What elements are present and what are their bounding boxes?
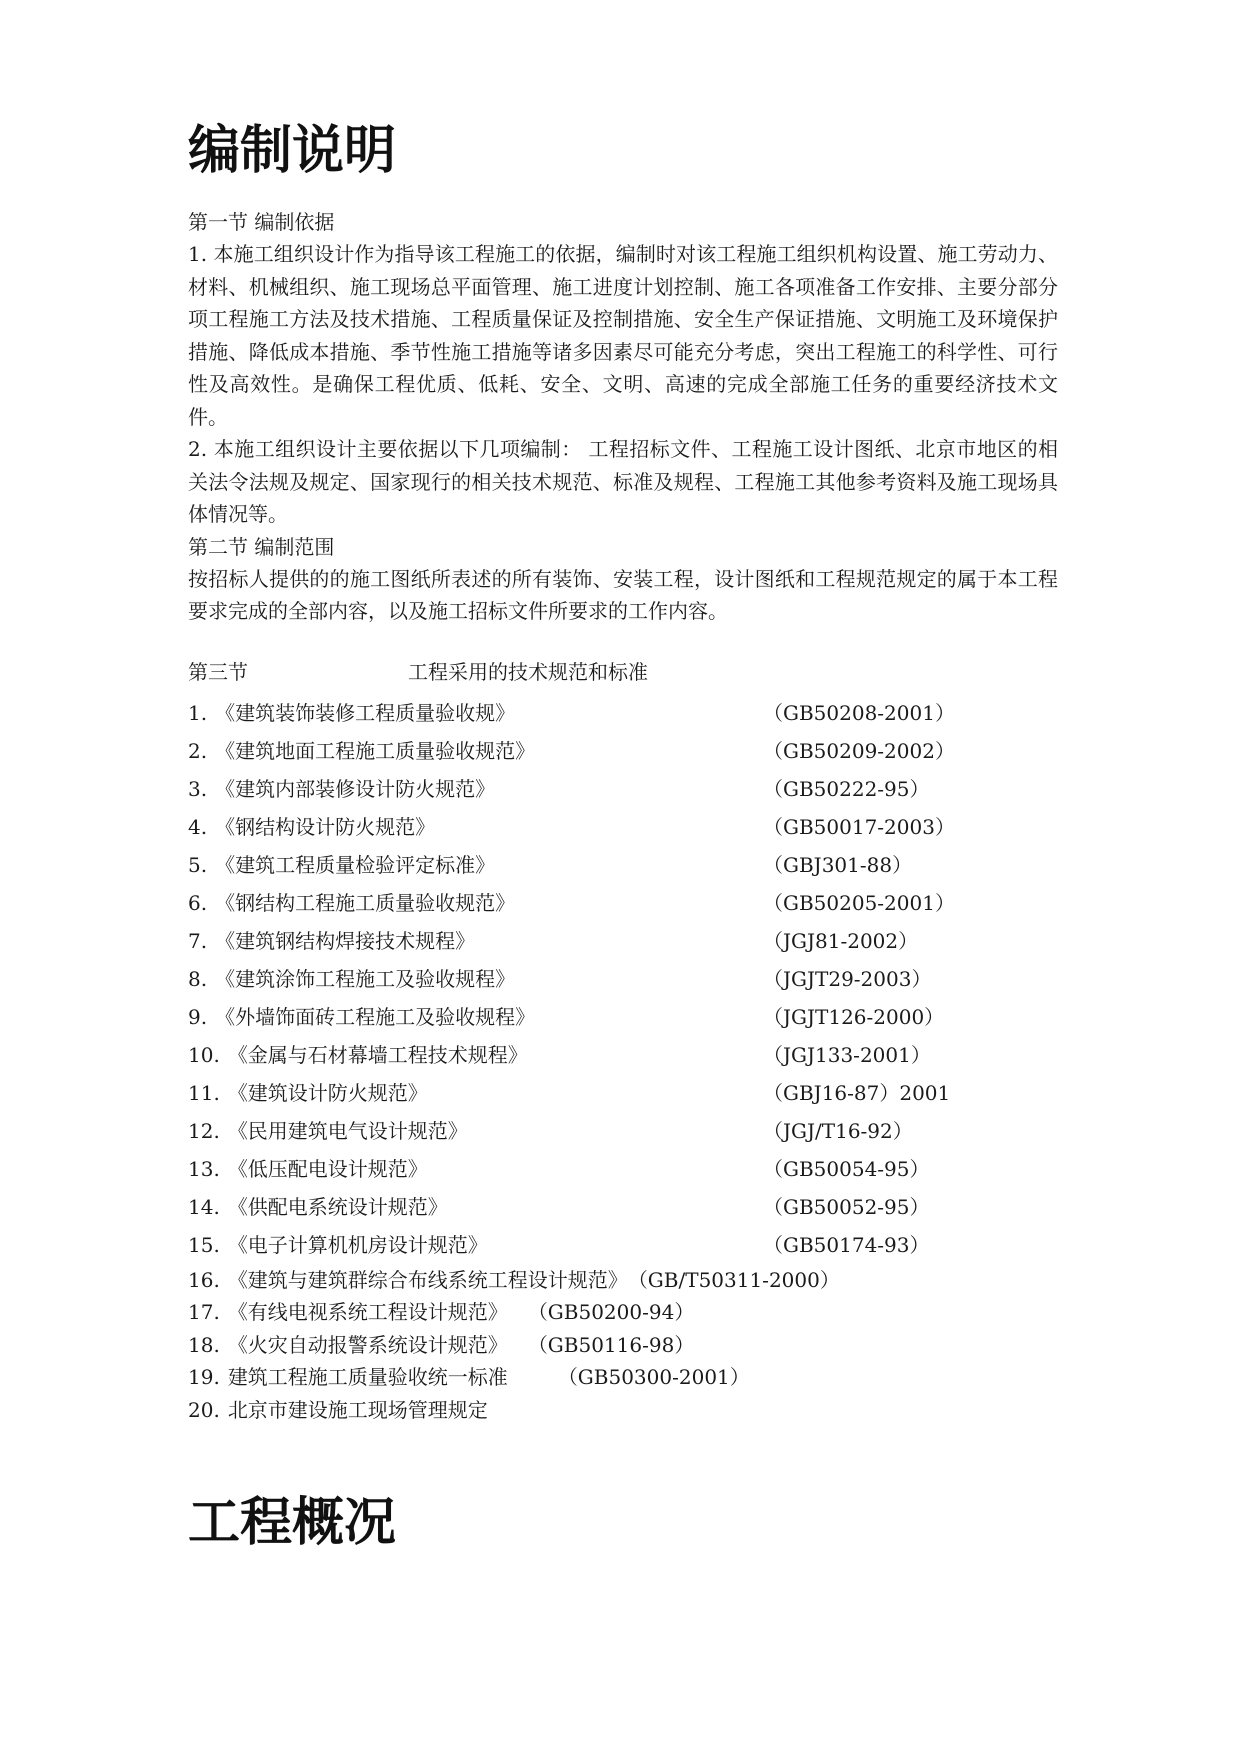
standard-number: 20. — [188, 1397, 220, 1422]
section3-title — [188, 656, 1058, 688]
standard-number: 3. — [188, 776, 208, 801]
standard-title: 《金属与石材幕墙工程技术规程》 — [227, 1042, 528, 1067]
standard-title: 《建筑内部装修设计防火规范》 — [215, 776, 496, 801]
standard-number: 15. — [188, 1232, 220, 1257]
standard-title: 《建筑与建筑群综合布线系统工程设计规范》 — [227, 1267, 628, 1292]
standard-code: （GB50017-2003） — [763, 814, 955, 839]
standard-code: （GB50054-95） — [763, 1156, 930, 1181]
standard-item — [188, 1361, 1058, 1394]
standard-number: 4. — [188, 814, 208, 839]
standard-item — [188, 1112, 1058, 1150]
standard-title: 《火灾自动报警系统设计规范》 — [227, 1332, 508, 1357]
standard-title: 北京市建设施工现场管理规定 — [227, 1397, 488, 1422]
standard-code: （GB/T50311-2000） — [627, 1267, 840, 1292]
section1-title: 第一节 编制依据 — [188, 210, 335, 235]
standard-item — [188, 770, 1058, 808]
standard-title: 《供配电系统设计规范》 — [227, 1194, 448, 1219]
standard-title: 《民用建筑电气设计规范》 — [227, 1118, 468, 1143]
heading-compilation-notes: 编制说明 — [188, 121, 397, 181]
standard-title: 《建筑工程质量检验评定标准》 — [215, 852, 496, 877]
standard-item — [188, 846, 1058, 884]
standard-number: 18. — [188, 1332, 220, 1357]
standard-number: 16. — [188, 1267, 220, 1292]
standard-item — [188, 1188, 1058, 1226]
standard-item — [188, 1036, 1058, 1074]
standard-code: （JGJT126-2000） — [763, 1004, 945, 1029]
section2-paragraph: 按招标人提供的的施工图纸所表述的所有装饰、安装工程，设计图纸和工程规范规定的属于本工程要求完成的全部内容，以及施工招标文件所要求的工作内容。 — [188, 566, 1058, 624]
standards-list — [188, 694, 1058, 1427]
standard-title: 《建筑钢结构焊接技术规程》 — [215, 928, 476, 953]
standard-number: 14. — [188, 1194, 220, 1219]
standard-code: （GBJ301-88） — [763, 852, 913, 877]
standard-title: 建筑工程施工质量验收统一标准 — [227, 1365, 508, 1390]
standard-code: （JGJ133-2001） — [763, 1042, 931, 1067]
standard-number: 1. — [188, 700, 208, 725]
standard-number: 13. — [188, 1156, 220, 1181]
standard-code: （GB50222-95） — [763, 776, 930, 801]
standard-title: 《建筑装饰装修工程质量验收规》 — [215, 700, 516, 725]
section1-paragraph-2: 2. 本施工组织设计主要依据以下几项编制： 工程招标文件、工程施工设计图纸、北京市地区的相关法令法规及规定、国家现行的相关技术规范、标准及规程、工程施工其他参考资料及施工现场具体情况等。 — [188, 437, 1058, 527]
section3-number: 第三节 — [188, 659, 248, 684]
standard-code: （JGJ81-2002） — [763, 928, 919, 953]
standard-number: 7. — [188, 928, 208, 953]
standard-item — [188, 960, 1058, 998]
standard-item — [188, 998, 1058, 1036]
standard-number: 17. — [188, 1300, 220, 1325]
standard-item — [188, 884, 1058, 922]
standard-item — [188, 1296, 1058, 1329]
standard-code: （GB50300-2001） — [557, 1365, 750, 1390]
standard-code: （GB50205-2001） — [763, 890, 955, 915]
standard-title: 《钢结构设计防火规范》 — [215, 814, 436, 839]
heading-project-overview: 工程概况 — [188, 1493, 397, 1554]
standard-number: 19. — [188, 1365, 220, 1390]
section3-title-text: 工程采用的技术规范和标准 — [408, 659, 648, 684]
section2-title: 第二节 编制范围 — [188, 534, 335, 559]
standard-code: （GB50209-2002） — [763, 738, 955, 763]
standard-code: （GB50052-95） — [763, 1194, 930, 1219]
standard-number: 6. — [188, 890, 208, 915]
standard-item — [188, 1074, 1058, 1112]
standard-number: 8. — [188, 966, 208, 991]
standard-number: 12. — [188, 1118, 220, 1143]
standard-code: （GB50174-93） — [763, 1232, 930, 1257]
standard-item — [188, 694, 1058, 732]
heading2-wrapper — [188, 1492, 1058, 1554]
standard-item — [188, 808, 1058, 846]
standard-code: （JGJ/T16-92） — [763, 1118, 913, 1143]
standard-code: （GB50200-94） — [527, 1300, 695, 1325]
standard-number: 11. — [188, 1080, 220, 1105]
standard-item — [188, 1329, 1058, 1362]
standard-title: 《低压配电设计规范》 — [227, 1156, 428, 1181]
standard-item — [188, 1394, 1058, 1427]
standard-item — [188, 922, 1058, 960]
standard-number: 5. — [188, 852, 208, 877]
standard-item — [188, 732, 1058, 770]
standard-title: 《外墙饰面砖工程施工及验收规程》 — [215, 1004, 536, 1029]
standard-title: 《建筑地面工程施工质量验收规范》 — [215, 738, 536, 763]
standard-item — [188, 1264, 1058, 1297]
standard-item — [188, 1150, 1058, 1188]
document-content — [188, 120, 1058, 1555]
standard-code: （JGJT29-2003） — [763, 966, 932, 991]
standard-title: 《钢结构工程施工质量验收规范》 — [215, 890, 516, 915]
standard-item — [188, 1226, 1058, 1264]
section1-paragraph-1: 1. 本施工组织设计作为指导该工程施工的依据，编制时对该工程施工组织机构设置、施工劳动力、材料、机械组织、施工现场总平面管理、施工进度计划控制、施工各项准备工作安排、主要分部分项工程施工方法及技术措施、工程质量保证及控制措施、安全生产保证措施、文明施工及环境保护措施、降低成本措施、季节性施工措施等诸多因素尽可能充分考虑，突出工程施工的科学性、可行性及高效性。是确保工程优质、低耗、安全、文明、高速的完成全部施工任务的重要经济技术文件。 — [188, 242, 1058, 429]
standard-title: 《有线电视系统工程设计规范》 — [227, 1300, 508, 1325]
standard-code: （GB50208-2001） — [763, 700, 955, 725]
standard-number: 10. — [188, 1042, 220, 1067]
standard-title: 《建筑涂饰工程施工及验收规程》 — [215, 966, 516, 991]
standard-title: 《建筑设计防火规范》 — [227, 1080, 428, 1105]
standard-number: 2. — [188, 738, 208, 763]
standard-code: （GBJ16-87）2001 — [763, 1080, 951, 1105]
standard-number: 9. — [188, 1004, 208, 1029]
standard-code: （GB50116-98） — [527, 1332, 695, 1357]
standard-title: 《电子计算机机房设计规范》 — [227, 1232, 488, 1257]
